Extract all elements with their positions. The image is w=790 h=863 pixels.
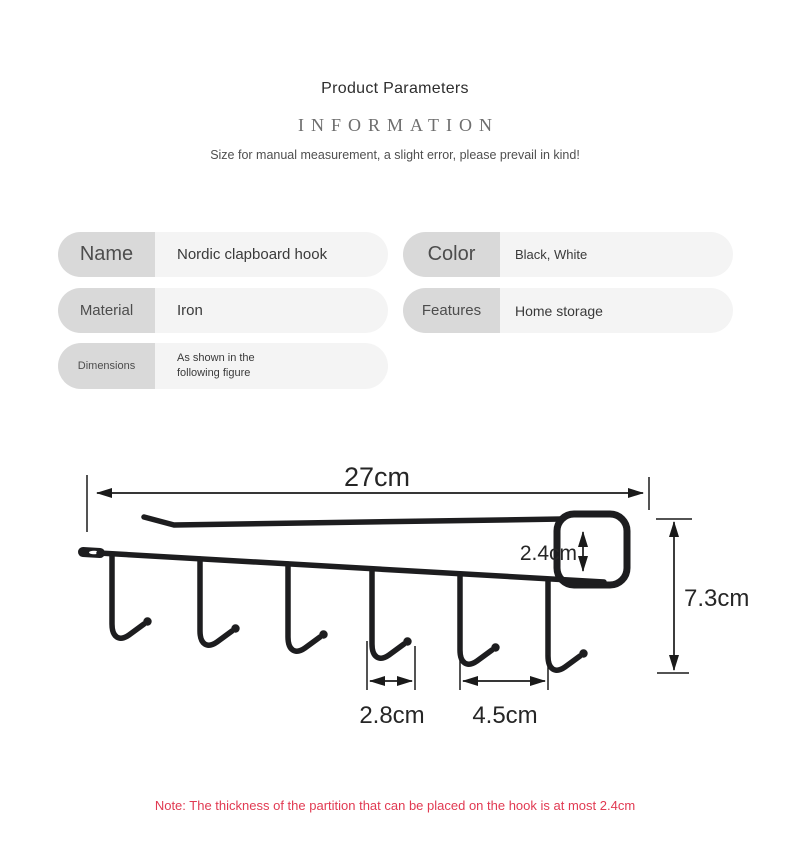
hook-spacing-dimension-label: 4.5cm [472, 702, 538, 729]
hook-width-dimension-label: 2.8cm [359, 702, 425, 729]
param-value-material: Iron [155, 288, 388, 333]
hook-5 [460, 574, 492, 664]
hook-2 [200, 559, 232, 645]
height-dimension [656, 519, 749, 673]
param-label-features: Features [403, 288, 500, 333]
param-value-name: Nordic clapboard hook [155, 232, 388, 277]
hook-6-ball [579, 649, 587, 657]
hook-3-ball [319, 630, 327, 638]
param-row-material [58, 288, 388, 333]
param-label-color: Color [403, 232, 500, 277]
width-dimension-label: 27cm [343, 462, 411, 492]
hook-rack-drawing [83, 514, 627, 670]
hooks [112, 554, 588, 670]
dimension-diagram [0, 440, 790, 820]
hook-1 [112, 554, 144, 638]
param-label-name: Name [58, 232, 155, 277]
clip-gap-dimension-label: 2.4cm [519, 542, 577, 565]
hook-5-ball [491, 643, 499, 651]
param-label-dimensions: Dimensions [58, 343, 155, 389]
measurement-disclaimer: Size for manual measurement, a slight error, please prevail in kind! [210, 148, 580, 162]
hook-2-ball [231, 624, 239, 632]
hook-4 [372, 569, 404, 658]
page-title: Product Parameters [321, 80, 469, 97]
information-heading: INFORMATION [297, 115, 499, 135]
hook-3 [288, 564, 320, 651]
top-rail [144, 517, 562, 525]
hook-6 [548, 580, 580, 670]
hook-1-ball [143, 617, 151, 625]
param-value-features: Home storage [500, 288, 733, 333]
dimensions-value-text: As shown in the following figure [177, 352, 255, 379]
param-value-color: Black, White [500, 232, 733, 277]
hook-4-ball [403, 637, 411, 645]
thickness-note: Note: The thickness of the partition that can be placed on the hook is at most 2.4cm [154, 798, 636, 813]
clip-gap-dimension [520, 532, 583, 571]
param-row-color [403, 232, 733, 277]
param-row-name [58, 232, 388, 277]
height-dimension-label: 7.3cm [684, 585, 750, 612]
param-value-dimensions [155, 343, 388, 389]
param-row-dimensions [58, 343, 388, 389]
param-row-features [403, 288, 733, 333]
param-label-material: Material [58, 288, 155, 333]
